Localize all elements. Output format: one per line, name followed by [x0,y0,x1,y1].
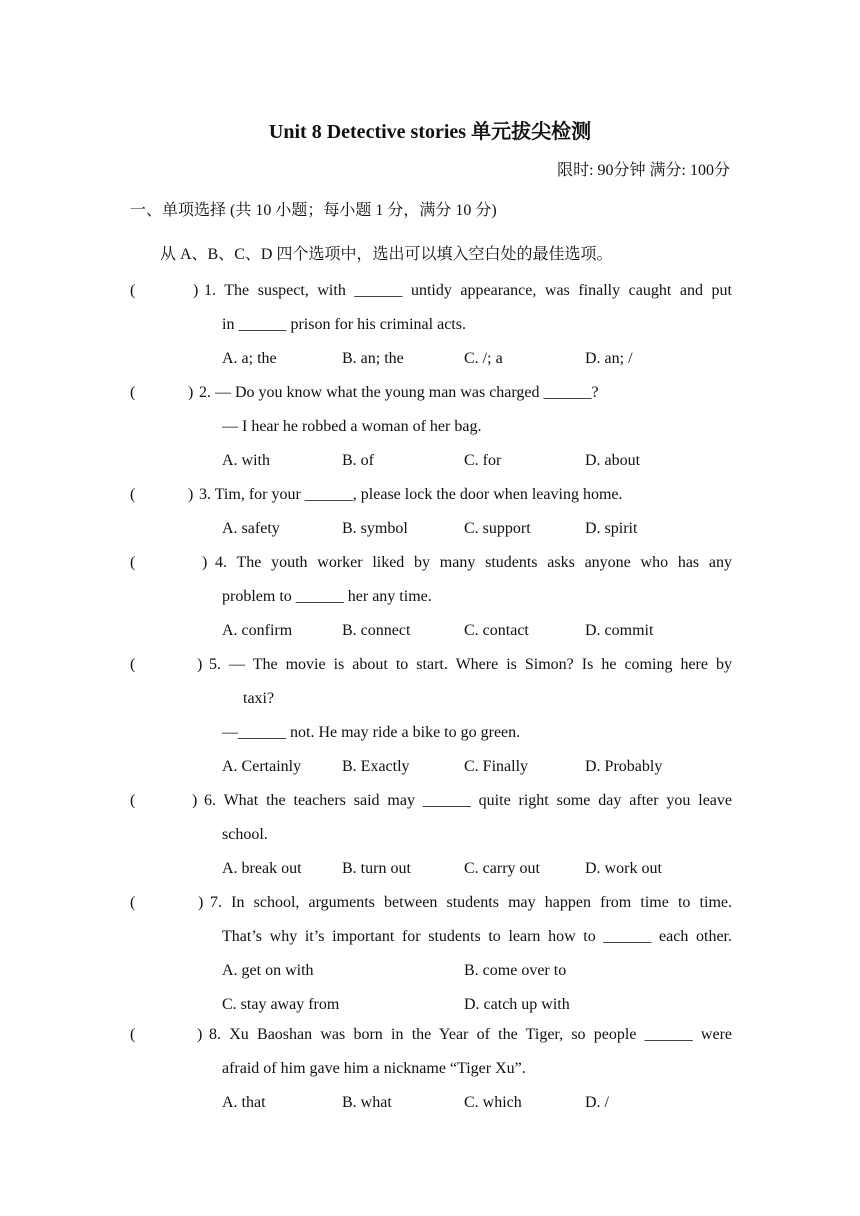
option-a: A. safety [222,520,280,537]
answer-bracket-close: ) [198,894,204,911]
answer-bracket-open: ( [130,656,136,673]
option-c: C. Finally [464,758,529,775]
answer-bracket-open: ( [130,894,136,911]
answer-bracket-close: ) [197,1026,203,1043]
answer-bracket-close: ) [197,656,203,673]
time-and-score: 限时: 90分钟 满分: 100分 [557,162,730,179]
option-d: D. an; / [585,350,633,367]
option-a: A. get on with [222,962,314,979]
option-d: D. spirit [585,520,638,537]
option-d: D. work out [585,860,662,877]
option-b: B. an; the [342,350,404,367]
option-c: C. carry out [464,860,540,877]
option-d: D. about [585,452,641,469]
question-text: 3. Tim, for your ______, please lock the door when leaving home. [199,486,623,503]
question-text: 8. Xu Baoshan was born in the Year of the Tiger, so people ______ were [209,1026,732,1043]
option-c: C. /; a [464,350,503,367]
option-a: A. confirm [222,622,293,639]
answer-bracket-open: ( [130,486,136,503]
question-text: 4. The youth worker liked by many students asks anyone who has any [215,554,732,571]
option-b: B. turn out [342,860,411,877]
page-title: Unit 8 Detective stories 单元拔尖检测 [268,121,592,143]
question-text: 7. In school, arguments between students may happen from time to time. [210,894,732,911]
option-a: A. break out [222,860,302,877]
option-a: A. a; the [222,350,277,367]
question-text-cont: That’s why it’s important for students to learn how to ______ each other. [222,928,732,945]
answer-bracket-open: ( [130,1026,136,1043]
answer-bracket-open: ( [130,384,136,401]
option-c: C. support [464,520,531,537]
question-text-cont: in ______ prison for his criminal acts. [222,316,466,333]
question-text-cont: — I hear he robbed a woman of her bag. [222,418,482,435]
answer-bracket-close: ) [193,282,199,299]
question-text-cont: problem to ______ her any time. [222,588,432,605]
option-d: D. / [585,1094,609,1111]
answer-bracket-open: ( [130,282,136,299]
option-b: B. come over to [464,962,567,979]
answer-bracket-open: ( [130,554,136,571]
option-b: B. symbol [342,520,408,537]
answer-bracket-close: ) [188,384,194,401]
option-b: B. what [342,1094,392,1111]
option-a: A. with [222,452,270,469]
question-text: 5. — The movie is about to start. Where is Simon? Is he coming here by [209,656,732,673]
section-heading: 一、单项选择 (共 10 小题；每小题 1 分，满分 10 分) [130,202,497,219]
option-b: B. Exactly [342,758,410,775]
option-b: B. connect [342,622,411,639]
option-c: C. contact [464,622,529,639]
option-d: D. commit [585,622,654,639]
question-text-answer: —______ not. He may ride a bike to go green. [222,724,521,741]
question-text: 1. The suspect, with ______ untidy appearance, was finally caught and put [204,282,732,299]
answer-bracket-close: ) [202,554,208,571]
option-d: D. catch up with [464,996,570,1013]
option-d: D. Probably [585,758,663,775]
question-text-cont: taxi? [243,690,275,707]
answer-bracket-open: ( [130,792,136,809]
question-text-cont: school. [222,826,268,843]
instruction-text: 从 A、B、C、D 四个选项中，选出可以填入空白处的最佳选项。 [160,246,613,263]
option-c: C. stay away from [222,996,340,1013]
option-b: B. of [342,452,374,469]
question-text-cont: afraid of him gave him a nickname “Tiger Xu”. [222,1060,526,1077]
answer-bracket-close: ) [192,792,198,809]
option-a: A. that [222,1094,266,1111]
question-text: 2. — Do you know what the young man was charged ______? [199,384,599,401]
option-c: C. for [464,452,502,469]
question-text: 6. What the teachers said may ______ quite right some day after you leave [204,792,732,809]
option-c: C. which [464,1094,522,1111]
answer-bracket-close: ) [188,486,194,503]
option-a: A. Certainly [222,758,302,775]
